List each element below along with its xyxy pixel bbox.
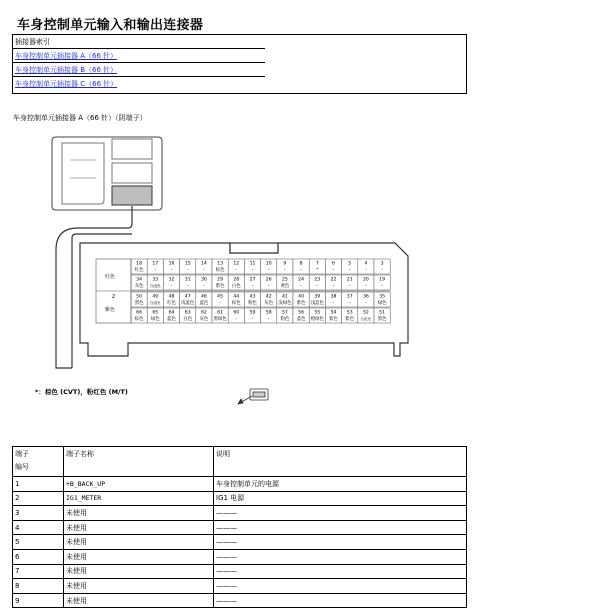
terminal-wire-color: 白/蓝色 bbox=[149, 284, 161, 288]
terminal-wire-color: - bbox=[170, 268, 173, 273]
table-row: 5 未使用 ——— bbox=[13, 535, 467, 550]
terminal-number: 66 bbox=[136, 310, 143, 316]
terminal-number: 30 bbox=[200, 277, 207, 283]
terminal-number: 61 bbox=[217, 310, 224, 316]
terminal-number: 50 bbox=[136, 294, 143, 300]
terminal-wire-color: 橙绿色 bbox=[310, 317, 324, 322]
terminal-number: 52 bbox=[362, 310, 369, 316]
terminal-wire-color: 蓝色 bbox=[199, 301, 209, 306]
terminal-wire-color: - bbox=[267, 268, 270, 273]
terminal-number: 12 bbox=[233, 261, 240, 267]
terminal-wire-color: 黑色 bbox=[377, 317, 387, 322]
terminal-wire-color: 棕色 bbox=[215, 268, 225, 273]
connector-caption: 车身控制单元插接器 A（66 针）（阴端子） bbox=[13, 114, 147, 122]
terminal-number: 51 bbox=[379, 310, 386, 316]
terminal-number: 20 bbox=[362, 277, 369, 283]
header-description: 说明 bbox=[214, 447, 467, 477]
terminal-wire-color: 浅蓝色 bbox=[310, 301, 324, 306]
terminal-number: 36 bbox=[362, 294, 369, 300]
terminal-number: 46 bbox=[200, 294, 207, 300]
terminal-number: 5 bbox=[348, 261, 352, 267]
terminal-wire-color: - bbox=[365, 284, 367, 289]
terminal-number: 8 bbox=[299, 261, 303, 267]
terminal-wire-color: 红色 bbox=[134, 268, 144, 273]
terminal-number: 62 bbox=[200, 310, 207, 316]
terminal-wire-color: - bbox=[365, 268, 367, 273]
terminal-wire-color: - bbox=[186, 284, 189, 289]
terminal-number: 42 bbox=[265, 294, 272, 300]
terminal-wire-color: 白色 bbox=[231, 284, 241, 289]
terminal-number: 49 bbox=[152, 294, 159, 300]
table-row: 8 未使用 ——— bbox=[13, 579, 467, 594]
terminal-number: 35 bbox=[379, 294, 386, 300]
terminal-wire-color: - bbox=[235, 317, 238, 322]
terminal-number: 37 bbox=[346, 294, 353, 300]
terminal-number: 38 bbox=[330, 294, 337, 300]
terminal-wire-color: - bbox=[316, 284, 319, 289]
terminal-number: 33 bbox=[152, 277, 159, 283]
group2-number-label: 2 bbox=[111, 294, 115, 300]
terminal-number: 39 bbox=[314, 294, 321, 300]
terminal-wire-color: 浅绿色 bbox=[278, 301, 292, 306]
terminal-wire-color: - bbox=[186, 268, 189, 273]
terminal-number: 27 bbox=[249, 277, 256, 283]
terminal-wire-color: - bbox=[235, 268, 238, 273]
terminal-wire-color: 粉色 bbox=[248, 301, 257, 306]
terminal-number: 17 bbox=[152, 261, 159, 267]
terminal-number: 55 bbox=[314, 310, 321, 316]
terminal-number: 16 bbox=[168, 261, 175, 267]
terminal-number: 64 bbox=[168, 310, 175, 316]
terminal-wire-color: 白色 bbox=[183, 317, 193, 322]
page-title: 车身控制单元输入和输出连接器 bbox=[17, 18, 204, 33]
table-row: 7 未使用 ——— bbox=[13, 564, 467, 579]
terminal-wire-color: - bbox=[251, 317, 254, 322]
terminal-number: 21 bbox=[346, 277, 353, 283]
terminal-wire-color: 灰色 bbox=[264, 301, 274, 306]
terminal-wire-color: 粉色 bbox=[280, 317, 290, 322]
terminal-number: 13 bbox=[217, 261, 224, 267]
terminal-number: 63 bbox=[184, 310, 191, 316]
terminal-number: 9 bbox=[283, 261, 287, 267]
terminal-wire-color: 紫色 bbox=[215, 284, 225, 289]
terminal-wire-color: 白/蓝色 bbox=[149, 301, 161, 305]
index-header: 插接器索引 bbox=[13, 35, 466, 49]
terminal-wire-color: - bbox=[267, 317, 270, 322]
terminal-wire-color: * bbox=[316, 268, 319, 273]
terminal-number: 58 bbox=[265, 310, 272, 316]
terminal-wire-color: - bbox=[332, 301, 335, 306]
group1-color-label: 红色 bbox=[104, 274, 115, 280]
terminal-wire-color: - bbox=[170, 284, 173, 289]
terminal-wire-color: 灰色 bbox=[134, 284, 144, 289]
table-row: 2 IG1_METER IG1 电源 bbox=[13, 491, 467, 506]
terminal-grid bbox=[96, 259, 390, 323]
terminal-number: 28 bbox=[233, 277, 240, 283]
terminal-wire-color: - bbox=[381, 284, 383, 289]
terminal-wire-color: - bbox=[219, 301, 221, 306]
terminal-number: 60 bbox=[233, 310, 240, 316]
group2-color-label: 紫色 bbox=[104, 307, 115, 313]
terminal-number: 4 bbox=[364, 261, 368, 267]
index-link-b[interactable]: 车身控制单元插接器 B（66 针） bbox=[15, 66, 118, 74]
terminal-wire-color: 红色 bbox=[167, 301, 176, 306]
terminal-number: 25 bbox=[281, 277, 288, 283]
terminal-wire-color: - bbox=[203, 268, 205, 273]
terminal-number: 14 bbox=[200, 261, 207, 267]
terminal-wire-color: 绿色 bbox=[377, 301, 387, 306]
terminal-number: 24 bbox=[298, 277, 305, 283]
terminal-wire-color: - bbox=[251, 268, 254, 273]
terminal-number: 56 bbox=[298, 310, 305, 316]
terminal-number: 47 bbox=[184, 294, 191, 300]
terminal-number: 54 bbox=[330, 310, 337, 316]
terminal-wire-color: 绿色 bbox=[150, 317, 160, 322]
terminal-number: 18 bbox=[136, 261, 143, 267]
terminal-number: 3 bbox=[380, 261, 384, 267]
terminal-number: 10 bbox=[265, 261, 272, 267]
terminal-wire-color: 紫色 bbox=[329, 317, 338, 322]
terminal-number: 40 bbox=[298, 294, 305, 300]
terminal-number: 59 bbox=[249, 310, 256, 316]
terminal-number: 19 bbox=[379, 277, 386, 283]
terminal-wire-color: - bbox=[381, 268, 383, 273]
terminal-wire-color: 紫色 bbox=[345, 317, 355, 322]
terminal-number: 6 bbox=[332, 261, 335, 267]
terminal-wire-color: - bbox=[300, 268, 302, 273]
terminal-number: 31 bbox=[184, 277, 191, 283]
table-row: 1 +B_BACK_UP 车身控制单元的电源 bbox=[13, 477, 467, 492]
unit-locator-drawing bbox=[52, 137, 162, 210]
terminal-wire-color: - bbox=[348, 301, 351, 306]
color-note: *：棕色 (CVT)，粉红色 (M/T) bbox=[35, 388, 128, 396]
terminal-wire-color: 白/红色 bbox=[360, 317, 372, 321]
table-row: 9 未使用 ——— bbox=[13, 593, 467, 608]
terminal-wire-color: 黑色 bbox=[134, 301, 144, 306]
terminal-number: 34 bbox=[136, 277, 143, 283]
terminal-wire-color: 棕色 bbox=[231, 301, 241, 306]
terminal-wire-color: - bbox=[348, 268, 351, 273]
terminal-number: 41 bbox=[281, 294, 288, 300]
terminal-number: 7 bbox=[315, 261, 319, 267]
terminal-wire-color: - bbox=[300, 284, 302, 289]
terminal-wire-color: - bbox=[284, 268, 286, 273]
terminal-wire-color: 灰色 bbox=[199, 317, 209, 322]
terminal-wire-color: 黄色 bbox=[280, 284, 290, 289]
terminal-number: 15 bbox=[184, 261, 191, 267]
terminal-number: 29 bbox=[217, 277, 224, 283]
terminal-wire-color: - bbox=[154, 268, 157, 273]
terminal-number: 44 bbox=[233, 294, 240, 300]
index-link-c[interactable]: 车身控制单元插接器 C（66 针） bbox=[15, 80, 118, 88]
terminal-wire-color: 黑绿色 bbox=[213, 317, 227, 322]
table-header-row bbox=[13, 447, 467, 477]
terminal-wire-color: - bbox=[348, 284, 351, 289]
terminal-number: 57 bbox=[281, 310, 288, 316]
index-link-a[interactable]: 车身控制单元插接器 A（66 针） bbox=[15, 52, 118, 60]
terminal-wire-color: - bbox=[251, 284, 254, 289]
terminal-wire-color: - bbox=[332, 268, 335, 273]
terminal-number: 26 bbox=[265, 277, 272, 283]
terminal-number: 65 bbox=[152, 310, 159, 316]
table-row: 6 未使用 ——— bbox=[13, 549, 467, 564]
terminal-wire-color: - bbox=[203, 284, 205, 289]
terminal-number: 22 bbox=[330, 277, 337, 283]
terminal-wire-color: 蓝色 bbox=[167, 317, 176, 322]
table-row: 3 未使用 ——— bbox=[13, 506, 467, 521]
terminal-wire-color: 棕色 bbox=[134, 317, 144, 322]
terminal-number: 45 bbox=[217, 294, 224, 300]
terminal-number: 43 bbox=[249, 294, 256, 300]
terminal-table bbox=[12, 446, 467, 608]
header-terminal-number: 端子 编号 bbox=[13, 447, 64, 477]
header-terminal-name: 端子名称 bbox=[64, 447, 214, 477]
terminal-number: 48 bbox=[168, 294, 175, 300]
table-row: 4 未使用 ——— bbox=[13, 520, 467, 535]
terminal-number: 32 bbox=[168, 277, 175, 283]
terminal-number: 23 bbox=[314, 277, 321, 283]
terminal-wire-color: 浅蓝色 bbox=[181, 301, 195, 306]
terminal-wire-color: 紫色 bbox=[296, 301, 306, 306]
connector-icon bbox=[238, 389, 268, 404]
terminal-wire-color: - bbox=[267, 284, 270, 289]
terminal-wire-color: - bbox=[365, 301, 367, 306]
terminal-wire-color: - bbox=[332, 284, 335, 289]
terminal-number: 11 bbox=[249, 261, 256, 267]
terminal-wire-color: 蓝色 bbox=[296, 317, 306, 322]
terminal-number: 53 bbox=[346, 310, 353, 316]
